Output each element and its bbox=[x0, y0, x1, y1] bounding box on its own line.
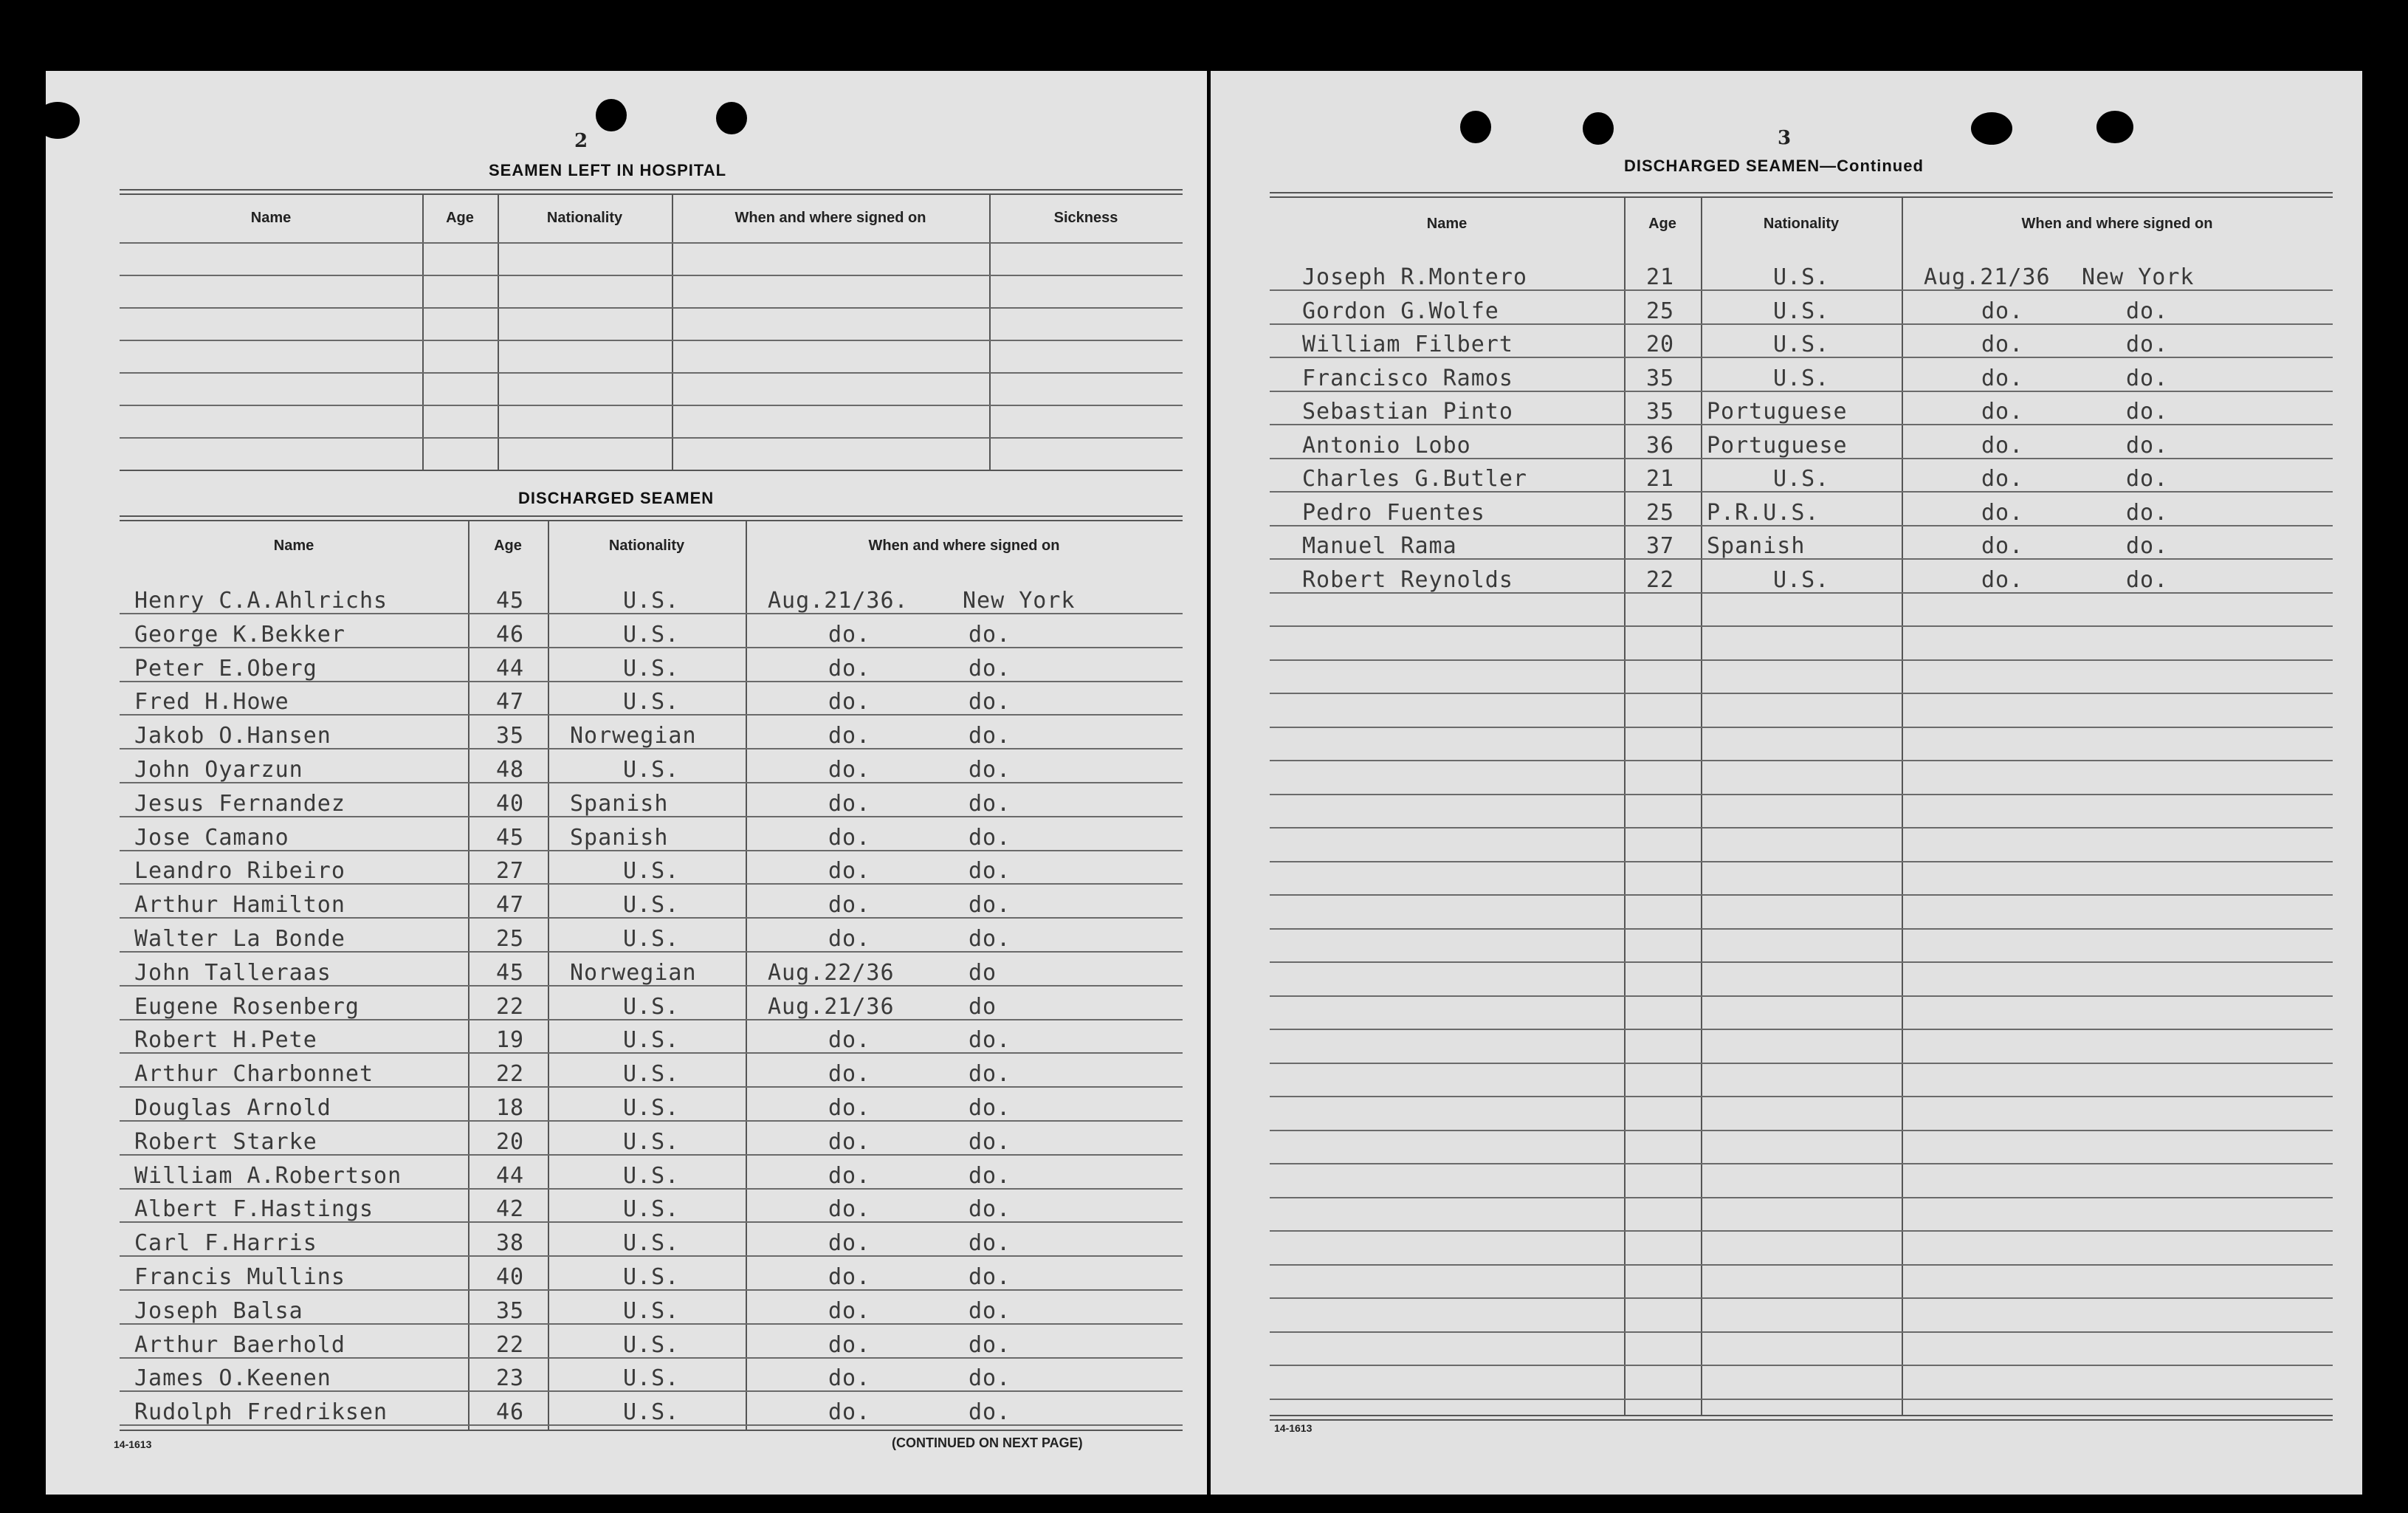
seaman-age: 42 bbox=[496, 1196, 525, 1223]
signed-on-place: New York bbox=[2082, 264, 2195, 290]
signed-on-place: do. bbox=[969, 790, 1011, 817]
seaman-age: 35 bbox=[496, 723, 525, 749]
seaman-age: 44 bbox=[496, 1162, 525, 1189]
seaman-name: Robert Reynolds bbox=[1302, 566, 1513, 593]
signed-on-place: do. bbox=[2126, 499, 2169, 526]
signed-on-date: Aug.22/36 bbox=[768, 959, 895, 986]
seaman-name: Robert Starke bbox=[134, 1128, 317, 1155]
signed-on-place: do. bbox=[2126, 466, 2169, 492]
signed-on-date: do. bbox=[828, 689, 871, 716]
signed-on-date: do. bbox=[1981, 399, 2024, 425]
row-rule bbox=[1270, 1297, 2333, 1299]
column-rule bbox=[1701, 196, 1702, 1415]
signed-on-date: do. bbox=[828, 621, 871, 648]
column-header: When and where signed on bbox=[735, 210, 926, 226]
seaman-age: 48 bbox=[496, 757, 525, 783]
seaman-name: Rudolph Fredriksen bbox=[134, 1399, 388, 1426]
seaman-nationality: U.S. bbox=[1773, 298, 1830, 324]
hospital-section-title: SEAMEN LEFT IN HOSPITAL bbox=[489, 161, 727, 179]
signed-on-date: do. bbox=[828, 1128, 871, 1155]
signed-on-date: do. bbox=[828, 1297, 871, 1324]
column-rule bbox=[672, 193, 673, 470]
row-rule bbox=[1270, 1063, 2333, 1064]
seaman-age: 19 bbox=[496, 1027, 525, 1054]
seaman-age: 47 bbox=[496, 689, 525, 716]
seaman-age: 25 bbox=[496, 926, 525, 952]
punch-hole-icon bbox=[1460, 111, 1491, 143]
signed-on-place: do. bbox=[969, 757, 1011, 783]
seaman-age: 35 bbox=[496, 1297, 525, 1324]
column-header: Age bbox=[446, 210, 474, 226]
seaman-nationality: U.S. bbox=[623, 757, 680, 783]
signed-on-place: do. bbox=[2126, 298, 2169, 324]
table-rule bbox=[120, 189, 1183, 195]
seaman-nationality: U.S. bbox=[623, 621, 680, 648]
seaman-nationality: U.S. bbox=[623, 1162, 680, 1189]
signed-on-place: do. bbox=[969, 1264, 1011, 1290]
punch-hole-icon bbox=[35, 102, 80, 139]
column-header: Nationality bbox=[608, 538, 685, 554]
row-rule bbox=[120, 405, 1183, 406]
seaman-nationality: U.S. bbox=[1773, 566, 1830, 593]
seaman-nationality: Spanish bbox=[570, 790, 669, 817]
signed-on-date: do. bbox=[828, 858, 871, 885]
punch-hole-icon bbox=[1971, 112, 2012, 145]
seaman-name: Antonio Lobo bbox=[1302, 432, 1471, 459]
seaman-name: Manuel Rama bbox=[1302, 533, 1457, 559]
seaman-name: Fred H.Howe bbox=[134, 689, 289, 716]
column-header: Name bbox=[1426, 216, 1468, 232]
seaman-nationality: U.S. bbox=[623, 1331, 680, 1358]
seaman-nationality: U.S. bbox=[623, 993, 680, 1020]
column-header: Age bbox=[494, 538, 522, 554]
signed-on-date: do. bbox=[828, 723, 871, 749]
row-rule bbox=[1270, 827, 2333, 828]
signed-on-date: do. bbox=[828, 1196, 871, 1223]
row-rule bbox=[120, 242, 1183, 244]
seaman-name: Arthur Baerhold bbox=[134, 1331, 345, 1358]
seaman-name: Arthur Charbonnet bbox=[134, 1061, 374, 1088]
seaman-nationality: Norwegian bbox=[570, 723, 697, 749]
signed-on-date: do. bbox=[828, 1061, 871, 1088]
signed-on-date: do. bbox=[828, 1230, 871, 1257]
signed-on-date: Aug.21/36. bbox=[768, 588, 909, 614]
seaman-name: Leandro Ribeiro bbox=[134, 858, 345, 885]
seaman-age: 47 bbox=[496, 892, 525, 919]
signed-on-place: do. bbox=[969, 621, 1011, 648]
seaman-nationality: U.S. bbox=[1773, 365, 1830, 391]
seaman-name: Jesus Fernandez bbox=[134, 790, 345, 817]
seaman-age: 46 bbox=[496, 1399, 525, 1426]
seaman-nationality: U.S. bbox=[1773, 332, 1830, 357]
seaman-name: Albert F.Hastings bbox=[134, 1196, 374, 1223]
seaman-name: Pedro Fuentes bbox=[1302, 499, 1485, 526]
column-header: Name bbox=[250, 210, 292, 226]
seaman-name: Francisco Ramos bbox=[1302, 365, 1513, 391]
seaman-name: Joseph Balsa bbox=[134, 1297, 303, 1324]
signed-on-date: Aug.21/36 bbox=[768, 993, 895, 1020]
seaman-age: 22 bbox=[496, 1061, 525, 1088]
seaman-nationality: U.S. bbox=[623, 1128, 680, 1155]
seaman-name: William A.Robertson bbox=[134, 1162, 402, 1189]
seaman-age: 45 bbox=[496, 959, 525, 986]
signed-on-date: do. bbox=[828, 790, 871, 817]
seaman-nationality: Portuguese bbox=[1707, 399, 1848, 425]
seaman-nationality: U.S. bbox=[623, 926, 680, 952]
seaman-nationality: Norwegian bbox=[570, 959, 697, 986]
seaman-age: 40 bbox=[496, 790, 525, 817]
signed-on-date: do. bbox=[1981, 566, 2024, 593]
signed-on-date: do. bbox=[828, 757, 871, 783]
signed-on-date: Aug.21/36 bbox=[1924, 264, 2051, 290]
signed-on-place: New York bbox=[963, 588, 1076, 614]
seaman-age: 36 bbox=[1646, 432, 1675, 459]
signed-on-place: do. bbox=[969, 1196, 1011, 1223]
column-rule bbox=[498, 193, 499, 470]
seaman-name: Carl F.Harris bbox=[134, 1230, 317, 1257]
signed-on-place: do. bbox=[969, 1128, 1011, 1155]
seaman-age: 45 bbox=[496, 824, 525, 851]
seaman-name: Jose Camano bbox=[134, 824, 289, 851]
row-rule bbox=[1270, 861, 2333, 862]
seaman-name: Henry C.A.Ahlrichs bbox=[134, 588, 388, 614]
signed-on-place: do. bbox=[969, 1365, 1011, 1392]
column-header: Name bbox=[273, 538, 314, 554]
column-header: Nationality bbox=[1763, 216, 1840, 232]
signed-on-place: do. bbox=[969, 689, 1011, 716]
signed-on-date: do. bbox=[828, 655, 871, 682]
seaman-name: John Talleraas bbox=[134, 959, 331, 986]
page-number: 2 bbox=[574, 130, 588, 152]
column-rule bbox=[422, 193, 424, 470]
signed-on-date: do. bbox=[1981, 298, 2024, 324]
seaman-age: 37 bbox=[1646, 533, 1675, 559]
signed-on-place: do. bbox=[969, 1297, 1011, 1324]
seaman-age: 21 bbox=[1646, 264, 1675, 290]
seaman-nationality: U.S. bbox=[623, 1095, 680, 1121]
row-rule bbox=[120, 437, 1183, 439]
seaman-age: 22 bbox=[496, 1331, 525, 1358]
page-number: 3 bbox=[1778, 127, 1792, 149]
signed-on-place: do. bbox=[969, 1331, 1011, 1358]
row-rule bbox=[120, 372, 1183, 374]
signed-on-date: do. bbox=[828, 926, 871, 952]
signed-on-date: do. bbox=[828, 1095, 871, 1121]
punch-hole-icon bbox=[1583, 112, 1614, 145]
table-rule bbox=[120, 515, 1183, 521]
row-rule bbox=[1270, 727, 2333, 728]
signed-on-place: do. bbox=[2126, 365, 2169, 391]
seaman-name: George K.Bekker bbox=[134, 621, 345, 648]
right-page bbox=[1211, 71, 2362, 1495]
seaman-name: William Filbert bbox=[1302, 332, 1513, 357]
seaman-age: 40 bbox=[496, 1264, 525, 1290]
seaman-name: Douglas Arnold bbox=[134, 1095, 331, 1121]
seaman-age: 23 bbox=[496, 1365, 525, 1392]
form-number: 14-1613 bbox=[114, 1438, 152, 1450]
seaman-nationality: Portuguese bbox=[1707, 432, 1848, 459]
seaman-nationality: U.S. bbox=[1773, 466, 1830, 492]
seaman-name: Francis Mullins bbox=[134, 1264, 345, 1290]
column-header: When and where signed on bbox=[868, 538, 1060, 554]
signed-on-place: do. bbox=[969, 824, 1011, 851]
seaman-age: 45 bbox=[496, 588, 525, 614]
signed-on-place: do. bbox=[969, 723, 1011, 749]
signed-on-date: do. bbox=[828, 1027, 871, 1054]
seaman-nationality: U.S. bbox=[623, 1061, 680, 1088]
signed-on-date: do. bbox=[828, 1399, 871, 1426]
seaman-age: 35 bbox=[1646, 399, 1675, 425]
signed-on-place: do. bbox=[2126, 533, 2169, 559]
seaman-name: James O.Keenen bbox=[134, 1365, 331, 1392]
seaman-name: Charles G.Butler bbox=[1302, 466, 1527, 492]
signed-on-date: do. bbox=[1981, 365, 2024, 391]
row-rule bbox=[1270, 1163, 2333, 1164]
seaman-name: Robert H.Pete bbox=[134, 1027, 317, 1054]
row-rule bbox=[1270, 961, 2333, 963]
signed-on-place: do. bbox=[969, 1061, 1011, 1088]
table-rule bbox=[1270, 192, 2333, 198]
column-rule bbox=[989, 193, 991, 470]
seaman-nationality: Spanish bbox=[570, 824, 669, 851]
seaman-age: 25 bbox=[1646, 298, 1675, 324]
signed-on-place: do. bbox=[969, 1399, 1011, 1426]
seaman-age: 35 bbox=[1646, 365, 1675, 391]
column-rule bbox=[746, 520, 747, 1430]
signed-on-date: do. bbox=[828, 1264, 871, 1290]
signed-on-place: do. bbox=[969, 858, 1011, 885]
seaman-nationality: U.S. bbox=[623, 655, 680, 682]
punch-hole-icon bbox=[716, 102, 747, 134]
row-rule bbox=[120, 275, 1183, 276]
signed-on-place: do. bbox=[969, 1230, 1011, 1257]
seaman-name: Eugene Rosenberg bbox=[134, 993, 360, 1020]
punch-hole-icon bbox=[2096, 111, 2133, 143]
row-rule bbox=[1270, 1197, 2333, 1198]
signed-on-date: do. bbox=[1981, 466, 2024, 492]
seaman-age: 20 bbox=[496, 1128, 525, 1155]
seaman-age: 22 bbox=[496, 993, 525, 1020]
seaman-nationality: U.S. bbox=[623, 1230, 680, 1257]
signed-on-date: do. bbox=[828, 892, 871, 919]
discharged-section-title: DISCHARGED SEAMEN bbox=[518, 489, 715, 507]
seaman-age: 18 bbox=[496, 1095, 525, 1121]
seaman-age: 27 bbox=[496, 858, 525, 885]
signed-on-place: do. bbox=[969, 1027, 1011, 1054]
signed-on-date: do. bbox=[1981, 432, 2024, 459]
column-rule bbox=[468, 520, 469, 1430]
seaman-nationality: Spanish bbox=[1707, 533, 1806, 559]
signed-on-date: do. bbox=[828, 824, 871, 851]
row-rule bbox=[1270, 693, 2333, 694]
column-header: Nationality bbox=[546, 210, 623, 226]
signed-on-place: do. bbox=[969, 1095, 1011, 1121]
seaman-name: Arthur Hamilton bbox=[134, 892, 345, 919]
left-page bbox=[46, 71, 1207, 1495]
seaman-age: 20 bbox=[1646, 332, 1675, 357]
signed-on-date: do. bbox=[1981, 499, 2024, 526]
seaman-nationality: P.R.U.S. bbox=[1707, 499, 1820, 526]
row-rule bbox=[1270, 928, 2333, 930]
signed-on-date: do. bbox=[828, 1365, 871, 1392]
row-rule bbox=[120, 340, 1183, 341]
signed-on-date: do. bbox=[1981, 533, 2024, 559]
seaman-name: Walter La Bonde bbox=[134, 926, 345, 952]
row-rule bbox=[1270, 1365, 2333, 1366]
row-rule bbox=[1270, 1230, 2333, 1232]
seaman-name: Gordon G.Wolfe bbox=[1302, 298, 1499, 324]
column-header: When and where signed on bbox=[2021, 216, 2213, 232]
signed-on-date: do. bbox=[828, 1162, 871, 1189]
signed-on-place: do. bbox=[969, 655, 1011, 682]
seaman-nationality: U.S. bbox=[623, 1196, 680, 1223]
signed-on-place: do. bbox=[969, 892, 1011, 919]
seaman-nationality: U.S. bbox=[623, 1027, 680, 1054]
seaman-age: 38 bbox=[496, 1230, 525, 1257]
row-rule bbox=[1270, 794, 2333, 795]
seaman-name: Jakob O.Hansen bbox=[134, 723, 331, 749]
signed-on-date: do. bbox=[1981, 332, 2024, 357]
seaman-name: Peter E.Oberg bbox=[134, 655, 317, 682]
column-header: Sickness bbox=[1053, 210, 1118, 226]
seaman-nationality: U.S. bbox=[623, 689, 680, 716]
row-rule bbox=[1270, 760, 2333, 761]
continued-note: (CONTINUED ON NEXT PAGE) bbox=[892, 1435, 1083, 1450]
seaman-nationality: U.S. bbox=[623, 588, 680, 614]
seaman-nationality: U.S. bbox=[623, 858, 680, 885]
column-rule bbox=[1624, 196, 1626, 1415]
seaman-age: 21 bbox=[1646, 466, 1675, 492]
table-rule bbox=[120, 1430, 1183, 1431]
seaman-name: John Oyarzun bbox=[134, 757, 303, 783]
row-rule bbox=[120, 307, 1183, 309]
seaman-nationality: U.S. bbox=[623, 892, 680, 919]
table-rule bbox=[1270, 1415, 2333, 1421]
signed-on-place: do. bbox=[2126, 332, 2169, 357]
seaman-nationality: U.S. bbox=[1773, 264, 1830, 290]
signed-on-place: do. bbox=[969, 1162, 1011, 1189]
column-header: Age bbox=[1648, 216, 1676, 232]
seaman-nationality: U.S. bbox=[623, 1399, 680, 1426]
row-rule bbox=[1270, 995, 2333, 997]
row-rule bbox=[1270, 1399, 2333, 1400]
continued-section-title: DISCHARGED SEAMEN—Continued bbox=[1624, 157, 1924, 175]
signed-on-place: do. bbox=[969, 926, 1011, 952]
table-rule bbox=[120, 470, 1183, 471]
seaman-nationality: U.S. bbox=[623, 1264, 680, 1290]
row-rule bbox=[1270, 1264, 2333, 1266]
column-rule bbox=[548, 520, 549, 1430]
signed-on-date: do. bbox=[828, 1331, 871, 1358]
column-rule bbox=[1902, 196, 1903, 1415]
row-rule bbox=[1270, 659, 2333, 661]
signed-on-place: do. bbox=[2126, 566, 2169, 593]
row-rule bbox=[1270, 625, 2333, 627]
signed-on-place: do bbox=[969, 959, 997, 986]
punch-hole-icon bbox=[596, 99, 627, 131]
seaman-age: 22 bbox=[1646, 566, 1675, 593]
seaman-nationality: U.S. bbox=[623, 1365, 680, 1392]
row-rule bbox=[1270, 1130, 2333, 1131]
seaman-name: Joseph R.Montero bbox=[1302, 264, 1527, 290]
row-rule bbox=[1270, 1331, 2333, 1333]
signed-on-place: do. bbox=[2126, 432, 2169, 459]
signed-on-place: do bbox=[969, 993, 997, 1020]
row-rule bbox=[1270, 894, 2333, 896]
seaman-name: Sebastian Pinto bbox=[1302, 399, 1513, 425]
seaman-age: 46 bbox=[496, 621, 525, 648]
seaman-age: 25 bbox=[1646, 499, 1675, 526]
seaman-age: 44 bbox=[496, 655, 525, 682]
form-number: 14-1613 bbox=[1274, 1422, 1313, 1434]
signed-on-place: do. bbox=[2126, 399, 2169, 425]
row-rule bbox=[1270, 1029, 2333, 1030]
row-rule bbox=[1270, 1096, 2333, 1097]
seaman-nationality: U.S. bbox=[623, 1297, 680, 1324]
